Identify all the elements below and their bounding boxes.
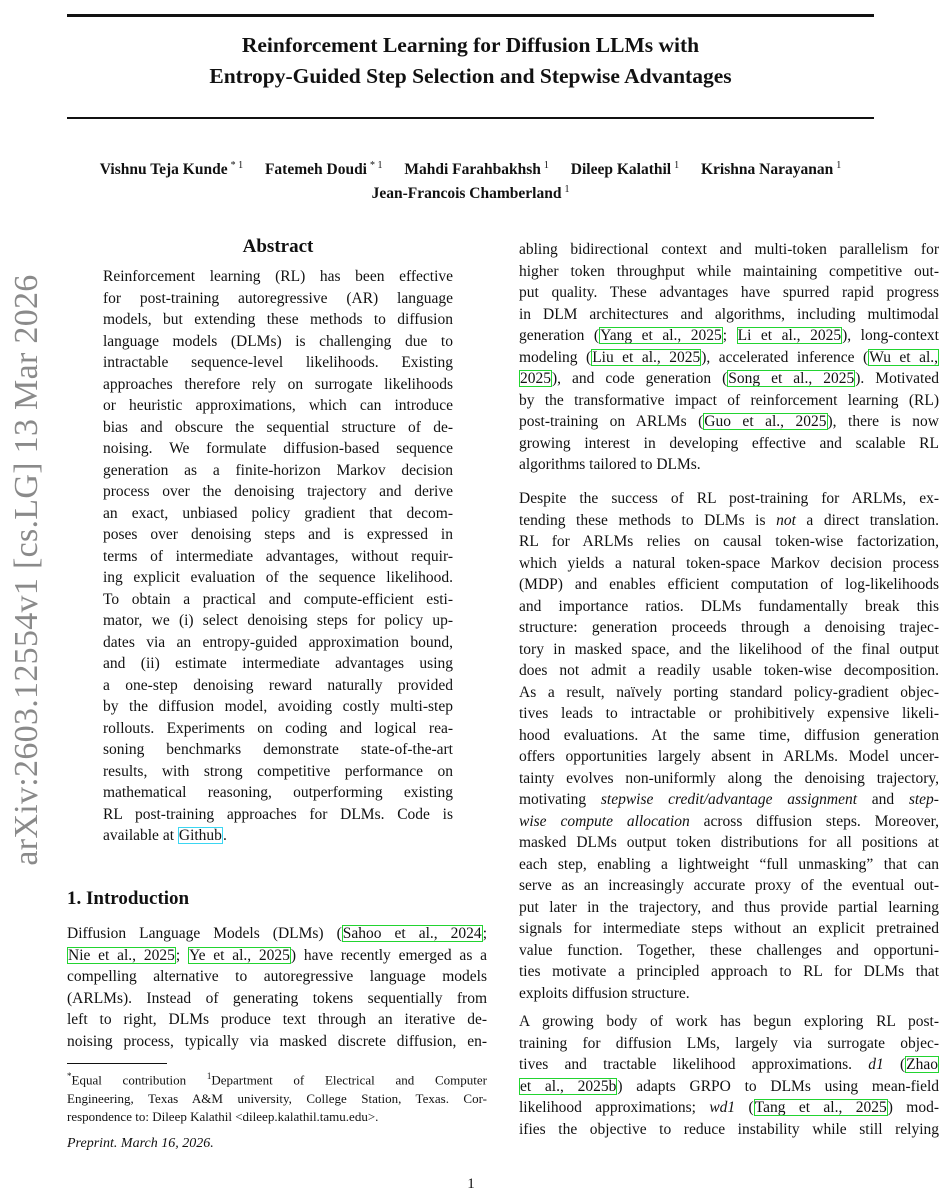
introduction-paragraph: abling bidirectional context and multi-token parallelism for higher token throughput while maintaining competitive out- put quality. These advantages have spurred rapid progress in DLM architectures and algorithms, including multimodal generation (Yang et al., 2025; Li et al., 2025), long-context modeling (Liu et al., 2025), accelerated inference (Wu et al., 2025), and code generation (Song et al., 2025). Motivated by the transformative impact of reinforcement learning (RL) post-training on ARLMs (Guo et al., 2025), there is now growing interest in developing effective and scalable RL algorithms tailored to DLMs. (519, 241, 939, 473)
author: Dileep Kalathil $^1$ (570, 160, 680, 179)
author: Jean-Francois Chamberland $^1$ (371, 184, 570, 203)
citation-link[interactable]: Zhao (906, 1056, 938, 1073)
citation-link[interactable]: Liu et al., 2025 (592, 348, 701, 366)
preprint-note: Preprint. March 16, 2026. (67, 1136, 214, 1151)
paper-title-line-1: Reinforcement Learning for Diffusion LLMs with (241, 33, 700, 57)
citation-link[interactable]: Sahoo et al., 2024 (342, 925, 482, 942)
citation-link[interactable]: Yang et al., 2025 (600, 327, 722, 344)
citation-link[interactable]: Tang et al., 2025 (754, 1099, 887, 1116)
footnote-rule (67, 1063, 167, 1064)
citation-link[interactable]: Ye et al., 2025 (188, 946, 290, 964)
author: Mahdi Farahbakhsh $^1$ (404, 160, 549, 179)
citation-link[interactable]: Nie et al., 2025 (68, 946, 175, 964)
abstract-body: Reinforcement learning (RL) has been effective for post-training autoregressive (AR) language models, but extending these methods to diffusion language models (DLMs) is challenging due to intractable sequence-level likelihoods. Existing approaches therefore rely on surrogate likelihoods or heuristic approximations, which can introduce bias and obscure the sequential structure of de- noising. We formulate diffusion-based sequence generation as a finite-horizon Markov decision process over the denoising trajectory and derive an exact, unbiased policy gradient that decom- poses over denoising steps and is expressed in terms of intermediate advantages, without requir- ing explicit evaluation of the sequence likelihood. To obtain a practical and compute-efficient esti- mator, we (i) select denoising steps for policy up- dates via an entropy-guided approximation bound, and (ii) estimate intermediate advantages using a one-step denoising reward naturally provided by the diffusion model, avoiding costly multi-step rollouts. Experiments on coding and logical rea- soning benchmarks demonstrate state-of-the-art results, with strong competitive performance on mathematical reasoning, outperforming existing RL post-training approaches for DLMs. Code is available at Github. (103, 268, 453, 844)
author: Vishnu Teja Kunde $^{* 1}$ (99, 160, 244, 179)
citation-link[interactable]: Guo et al., 2025 (704, 413, 827, 430)
citation-link[interactable]: Wu et al., (869, 348, 939, 366)
paper-title-line-2: Entropy-Guided Step Selection and Stepwise Advantages (209, 64, 732, 88)
arxiv-identifier: arXiv:2603.12554v1 [cs.LG] 13 Mar 2026 (8, 274, 45, 866)
introduction-paragraph: Diffusion Language Models (DLMs) (Sahoo et al., 2024; Nie et al., 2025; Ye et al., 2025) have recently emerged as a compelling alternative to autoregressive language models (ARLMs). Instead of generating tokens sequentially from left to right, DLMs produce text through an iterative de- noising process, typically via masked discrete diffusion, en- (67, 925, 488, 1050)
citation-link[interactable]: 2025 (520, 370, 551, 387)
title-bottom-rule (67, 117, 874, 119)
arxiv-identifier-sidebar (2, 240, 52, 900)
introduction-paragraph: Despite the success of RL post-training for ARLMs, ex- tending these methods to DLMs is not a direct translation. RL for ARLMs relies on causal token-wise factorization, which yields a natural token-space Markov decision process (MDP) and enables efficient computation of log-likelihoods and importance ratios. DLMs fundamentally break this structure: generation proceeds through a denoising trajec- tory in masked space, and the likelihood of the final output does not admit a readily usable token-wise decomposition. As a result, naïvely porting standard policy-gradient objec- tives leads to intractable or prohibitively expensive likeli- hood evaluations. At the same time, diffusion generation offers opportunities largely absent in ARLMs. Model uncer- tainty evolves non-uniformly along the denoising trajectory, motivating stepwise credit/advantage assignment and step- wise compute allocation across diffusion steps. Moreover, masked DLMs output token distributions for all positions at each step, enabling a lightweight “full unmasking” that can serve as an increasingly accurate proxy of the eventual out- put later in the trajectory, and thus provide partial learning signals for intermediate steps without an explicit pretrained value function. Together, these challenges and opportuni- ties motivate a principled approach to RL for DLMs that exploits diffusion structure. (519, 490, 940, 1002)
author: Fatemeh Doudi $^{* 1}$ (264, 160, 383, 179)
introduction-paragraph: A growing body of work has begun exploring RL post- training for diffusion LMs, largely via surrogate objec- tives and tractable likelihood approximations. d1 (Zhao et al., 2025b) adapts GRPO to DLMs using mean-field likelihood approximations; wd1 (Tang et al., 2025) mod- ifies the objective to reduce instability while still relying (519, 1013, 940, 1138)
page-number: 1 (467, 1176, 475, 1192)
author-list-line-2 (67, 177, 874, 207)
citation-link[interactable]: Song et al., 2025 (728, 370, 855, 387)
abstract-heading: Abstract (242, 236, 314, 257)
affiliation-footnote: *Equal contribution $^1$Department of Electrical and Computer Engineering, Texas A&M university, College Station, Texas. Cor- respondence to: Dileep Kalathil <dileep.kalathil.tamu.edu>. (67, 1071, 487, 1125)
citation-link[interactable]: et al., 2025b (520, 1077, 617, 1095)
github-link[interactable]: Github (178, 827, 222, 844)
citation-link[interactable]: Li et al., 2025 (737, 327, 842, 344)
author: Krishna Narayanan $^1$ (701, 160, 842, 179)
title-top-rule (67, 14, 874, 17)
section-heading-introduction: 1. Introduction (67, 888, 190, 909)
